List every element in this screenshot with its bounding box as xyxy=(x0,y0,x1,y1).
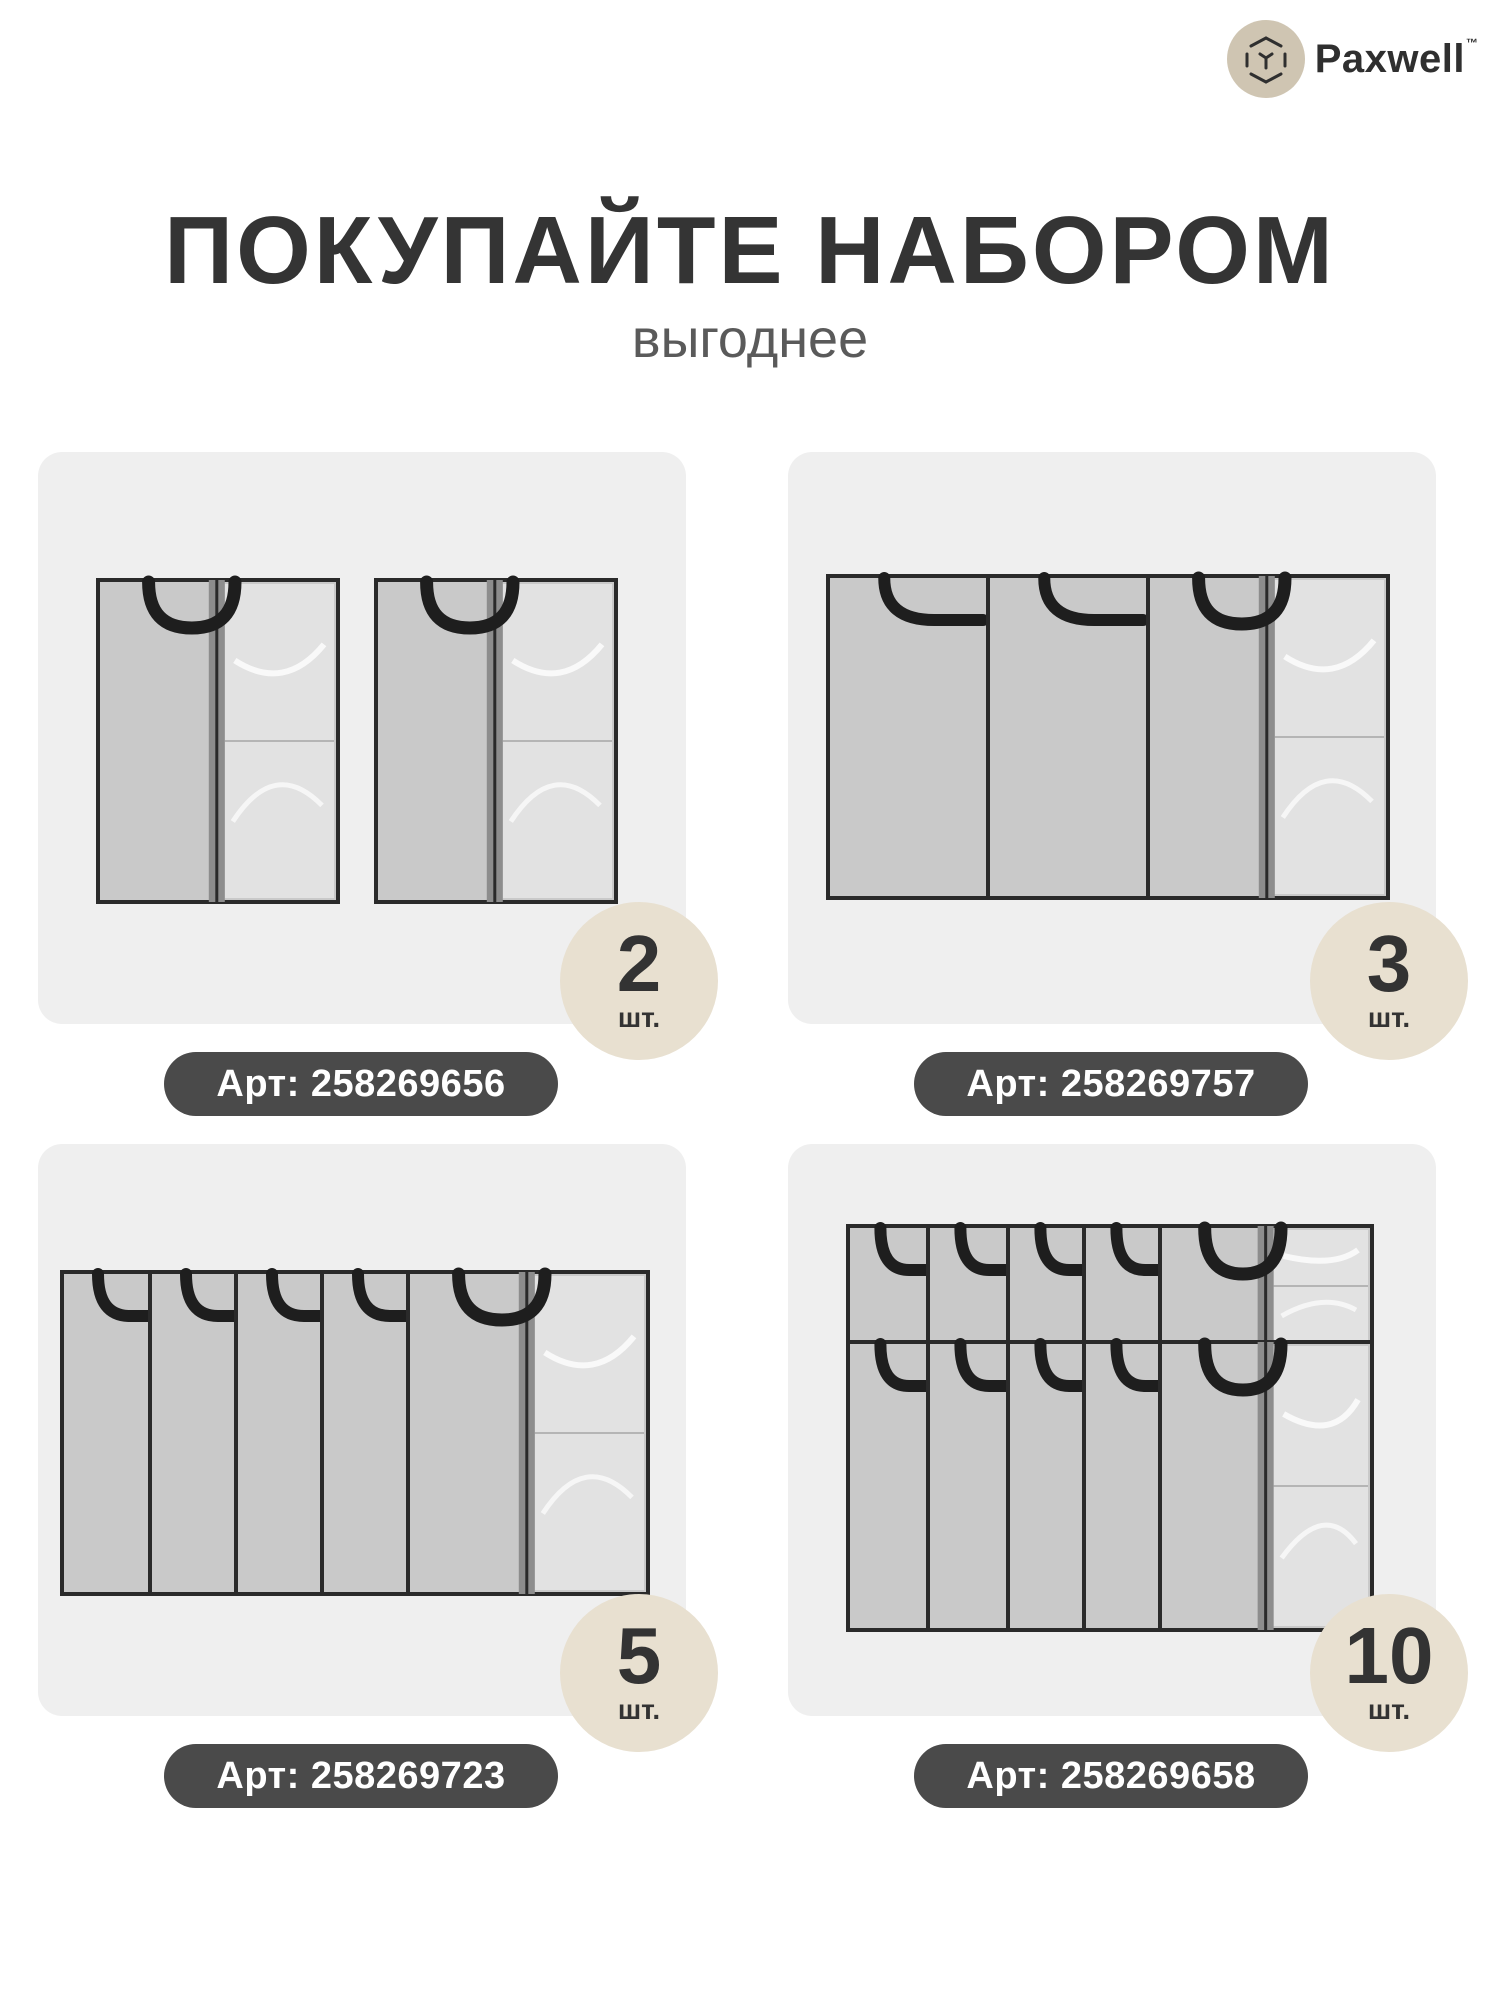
article-label: Арт: 258269723 xyxy=(164,1744,558,1808)
garment-bag xyxy=(1160,1342,1372,1630)
quantity-unit: шт. xyxy=(617,1694,661,1725)
brand-logo xyxy=(1227,20,1478,98)
quantity-badge xyxy=(1310,1594,1468,1752)
garment-bag xyxy=(828,576,993,898)
quantity-number: 3 xyxy=(1366,919,1412,1008)
quantity-unit: шт. xyxy=(617,1002,661,1033)
article-label: Арт: 258269656 xyxy=(164,1052,558,1116)
brand-name: Paxwell xyxy=(1314,36,1465,81)
quantity-badge xyxy=(560,902,718,1060)
quantity-number: 5 xyxy=(616,1611,662,1700)
quantity-badge xyxy=(560,1594,718,1752)
quantity-unit: шт. xyxy=(1367,1694,1411,1725)
quantity-number: 10 xyxy=(1344,1611,1434,1700)
page-subtitle: выгоднее xyxy=(631,309,869,369)
box-icon xyxy=(1227,20,1305,98)
quantity-unit: шт. xyxy=(1367,1002,1411,1033)
garment-bag xyxy=(98,580,338,902)
article-label: Арт: 258269757 xyxy=(914,1052,1308,1116)
garment-bag xyxy=(408,1272,648,1594)
page-title: ПОКУПАЙТЕ НАБОРОМ xyxy=(164,197,1336,304)
quantity-badge xyxy=(1310,902,1468,1060)
quantity-number: 2 xyxy=(616,919,662,1008)
garment-bag xyxy=(376,580,616,902)
garment-bag xyxy=(1148,576,1388,898)
garment-bag xyxy=(1160,1226,1372,1346)
garment-bag xyxy=(988,576,1153,898)
trademark-sign: ™ xyxy=(1466,36,1478,50)
article-label: Арт: 258269658 xyxy=(914,1744,1308,1808)
